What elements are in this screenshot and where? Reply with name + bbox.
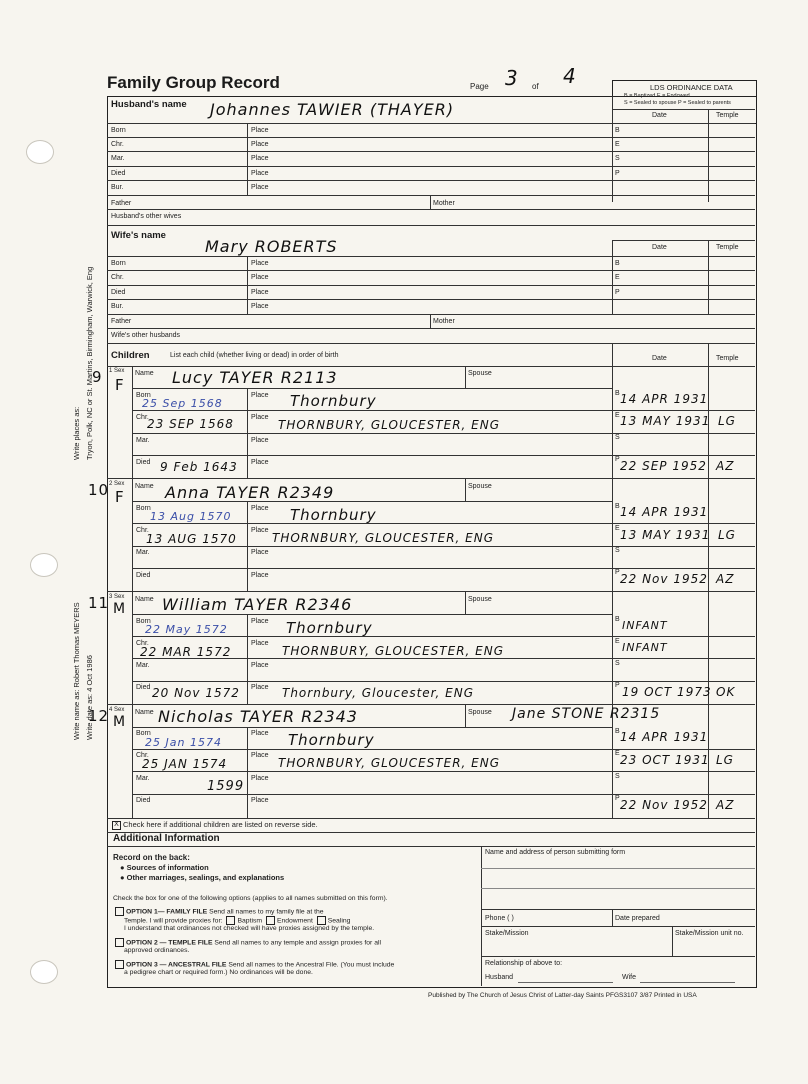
punch-hole bbox=[26, 140, 54, 164]
option-2-title: OPTION 2 — TEMPLE FILE bbox=[126, 939, 213, 947]
h-p-label: P bbox=[615, 170, 620, 177]
spouse-label: Spouse bbox=[468, 709, 492, 716]
child-sex: F bbox=[115, 488, 125, 506]
place-label: Place bbox=[251, 392, 269, 399]
child-sex: M bbox=[113, 601, 127, 617]
page-number: 3 bbox=[505, 66, 519, 90]
options-instructions: Check the box for one of the following options (applies to all names submitted on this form). bbox=[113, 895, 388, 902]
p-label: P bbox=[615, 456, 620, 463]
child-sealed-parents: 22 SEP 1952 bbox=[620, 459, 707, 473]
temple-col-label: Temple bbox=[716, 112, 739, 119]
option-1-text: Send all names to my family file at the bbox=[209, 908, 324, 916]
w-born-label: Born bbox=[111, 260, 126, 267]
place-label: Place bbox=[251, 527, 269, 534]
h-place-label: Place bbox=[251, 141, 269, 148]
name-label: Name bbox=[135, 370, 154, 377]
h-place-label: Place bbox=[251, 170, 269, 177]
child-died-place: Thornbury, Gloucester, ENG bbox=[282, 686, 474, 700]
option-1[interactable] bbox=[113, 907, 324, 916]
h-place-label: Place bbox=[251, 184, 269, 191]
punch-hole bbox=[30, 553, 58, 577]
p-label: P bbox=[615, 569, 620, 576]
child-baptized: 14 APR 1931 bbox=[620, 730, 709, 744]
w-place-label: Place bbox=[251, 260, 269, 267]
child-chr-place: THORNBURY, GLOUCESTER, ENG bbox=[272, 531, 495, 545]
name-label: Name bbox=[135, 709, 154, 716]
child-endowed: 13 MAY 1931 bbox=[620, 528, 711, 542]
option-1-checkbox[interactable] bbox=[115, 907, 124, 916]
born-label: Born bbox=[136, 618, 151, 625]
w-place-label: Place bbox=[251, 303, 269, 310]
s-label: S bbox=[615, 773, 620, 780]
spouse-label: Spouse bbox=[468, 483, 492, 490]
s-label: S bbox=[615, 434, 620, 441]
endowment-checkbox[interactable] bbox=[266, 916, 275, 925]
child-number: 2 bbox=[109, 481, 113, 487]
mar-label: Mar. bbox=[136, 437, 150, 444]
b-label: B bbox=[615, 616, 620, 623]
child-chr-place: THORNBURY, GLOUCESTER, ENG bbox=[282, 644, 505, 658]
name-label: Name bbox=[135, 596, 154, 603]
additional-children-check[interactable] bbox=[110, 820, 318, 830]
sex-label: Sex bbox=[114, 481, 125, 487]
check-note: Check here if additional children are listed on reverse side. bbox=[123, 820, 318, 829]
s-label: S bbox=[615, 547, 620, 554]
child-endowed: 13 MAY 1931 bbox=[620, 414, 711, 428]
option-1-line3: I understand that ordinances not checked will have proxies assigned by the temple. bbox=[124, 925, 375, 932]
child-sealed-parents: 19 OCT 1973 bbox=[622, 685, 712, 699]
write-name-note: Write name as: Robert Thomas MEYERS bbox=[72, 602, 81, 740]
h-s-label: S bbox=[615, 155, 620, 162]
place-label: Place bbox=[251, 775, 269, 782]
place-label: Place bbox=[251, 549, 269, 556]
stake-unit-field[interactable]: Stake/Mission unit no. bbox=[675, 930, 744, 937]
child-chr-place: THORNBURY, GLOUCESTER, ENG bbox=[278, 756, 501, 770]
child-sealed-parents: 22 Nov 1952 bbox=[620, 798, 708, 812]
place-label: Place bbox=[251, 437, 269, 444]
child-endowed-temple: LG bbox=[718, 414, 736, 428]
relationship-husband-field[interactable]: Husband bbox=[485, 974, 514, 981]
w-father-label: Father bbox=[111, 318, 132, 325]
child-born-place: Thornbury bbox=[290, 506, 377, 524]
e-label: E bbox=[615, 638, 620, 645]
child-margin-number: 10 bbox=[88, 481, 110, 499]
h-father-label: Father bbox=[111, 200, 132, 207]
chr-label: Chr. bbox=[136, 527, 149, 534]
check-mark: X bbox=[114, 820, 119, 828]
child-born: 13 Aug 1570 bbox=[150, 510, 232, 523]
child-born-place: Thornbury bbox=[286, 619, 373, 637]
died-label: Died bbox=[136, 797, 151, 804]
w-e-label: E bbox=[615, 274, 620, 281]
spouse-label: Spouse bbox=[468, 370, 492, 377]
child-endowed: 23 OCT 1931 bbox=[620, 753, 710, 767]
child-sealed-temple: AZ bbox=[716, 459, 735, 473]
stake-mission-field[interactable]: Stake/Mission bbox=[485, 930, 529, 937]
husbands-name-label: Husband's name bbox=[111, 99, 187, 110]
w-date-col-label: Date bbox=[652, 244, 667, 251]
died-label: Died bbox=[136, 459, 151, 466]
born-label: Born bbox=[136, 730, 151, 737]
b-label: B bbox=[615, 728, 620, 735]
child-name: Lucy TAYER R2113 bbox=[172, 368, 338, 387]
child-mar: 1599 bbox=[207, 779, 245, 794]
option-1-title: OPTION 1— FAMILY FILE bbox=[126, 908, 208, 916]
child-name: William TAYER R2346 bbox=[162, 595, 353, 614]
h-died-label: Died bbox=[111, 170, 126, 177]
b-label: B bbox=[615, 390, 620, 397]
option-3-text: Send all names to the Ancestral File. (You must include bbox=[228, 961, 395, 969]
bullet-sources: ● Sources of information bbox=[120, 863, 209, 872]
child-endowed-temple: LG bbox=[716, 753, 734, 767]
write-date-note: Write date as: 4 Oct 1986 bbox=[85, 655, 94, 740]
died-label: Died bbox=[136, 684, 151, 691]
lds-legend-1: B = Baptized E = Endowed bbox=[624, 93, 690, 99]
child-chr-place: THORNBURY, GLOUCESTER, ENG bbox=[278, 418, 501, 432]
write-places-label: Write places as: bbox=[72, 406, 81, 460]
page-total: 4 bbox=[563, 64, 577, 88]
punch-hole bbox=[30, 960, 58, 984]
children-label: Children bbox=[111, 350, 150, 361]
place-label: Place bbox=[251, 684, 269, 691]
page-label: Page bbox=[470, 82, 489, 91]
child-died: 9 Feb 1643 bbox=[160, 460, 238, 474]
child-chr: 23 SEP 1568 bbox=[147, 417, 234, 431]
form-title: Family Group Record bbox=[107, 73, 280, 92]
option-3-checkbox[interactable] bbox=[115, 960, 124, 969]
w-p-label: P bbox=[615, 289, 620, 296]
sex-label: Sex bbox=[114, 707, 125, 713]
h-mother-label: Mother bbox=[433, 200, 455, 207]
h-place-label: Place bbox=[251, 127, 269, 134]
born-label: Born bbox=[136, 505, 151, 512]
w-temple-col-label: Temple bbox=[716, 244, 739, 251]
sealing-label: Sealing bbox=[327, 917, 351, 925]
relationship-wife-field[interactable]: Wife bbox=[622, 974, 636, 981]
w-died-label: Died bbox=[111, 289, 126, 296]
b-label: B bbox=[615, 503, 620, 510]
child-baptized: 14 APR 1931 bbox=[620, 392, 709, 406]
e-label: E bbox=[615, 750, 620, 757]
child-number: 3 bbox=[109, 594, 113, 600]
mar-label: Mar. bbox=[136, 662, 150, 669]
child-margin-number: 11 bbox=[88, 594, 110, 612]
child-sex: F bbox=[115, 376, 125, 394]
additional-info-heading: Additional Information bbox=[113, 833, 220, 844]
of-label: of bbox=[532, 82, 539, 91]
child-spouse: Jane STONE R2315 bbox=[512, 706, 661, 722]
child-number: 4 bbox=[109, 707, 113, 713]
relationship-label: Relationship of above to: bbox=[485, 960, 563, 967]
place-label: Place bbox=[251, 662, 269, 669]
child-sealed-temple: AZ bbox=[716, 572, 735, 586]
date-col-label: Date bbox=[652, 112, 667, 119]
w-chr-label: Chr. bbox=[111, 274, 124, 281]
place-label: Place bbox=[251, 797, 269, 804]
children-note: List each child (whether living or dead) in order of birth bbox=[170, 352, 339, 359]
chr-label: Chr. bbox=[136, 640, 149, 647]
option-1-proxies bbox=[124, 916, 350, 925]
child-sex: M bbox=[113, 714, 127, 730]
child-margin-number: 12 bbox=[88, 707, 110, 725]
child-chr: 22 MAR 1572 bbox=[140, 645, 232, 659]
child-name: Nicholas TAYER R2343 bbox=[158, 707, 358, 726]
place-label: Place bbox=[251, 572, 269, 579]
h-place-label: Place bbox=[251, 155, 269, 162]
wife-name: Mary ROBERTS bbox=[205, 237, 338, 256]
s-label: S bbox=[615, 660, 620, 667]
p-label: P bbox=[615, 795, 620, 802]
child-margin-number: 9 bbox=[92, 368, 103, 386]
child-born-place: Thornbury bbox=[288, 731, 375, 749]
child-endowed-temple: LG bbox=[718, 528, 736, 542]
mar-label: Mar. bbox=[136, 549, 150, 556]
w-mother-label: Mother bbox=[433, 318, 455, 325]
child-sealed-parents: 22 Nov 1952 bbox=[620, 572, 708, 586]
bullet-other-text: Other marriages, sealings, and explanations bbox=[126, 873, 285, 882]
option-2[interactable] bbox=[113, 938, 381, 947]
e-label: E bbox=[615, 525, 620, 532]
places-example: Tryon, Polk, NC or St. Martins, Birmingham, Warwick, Eng bbox=[85, 266, 94, 460]
submitter-label: Name and address of person submitting form bbox=[485, 849, 626, 856]
child-born: 25 Sep 1568 bbox=[142, 397, 223, 410]
bullet-sources-text: Sources of information bbox=[126, 863, 209, 872]
husbands-other-wives-label: Husband's other wives bbox=[111, 213, 182, 220]
c-date-col-label: Date bbox=[652, 355, 667, 362]
place-label: Place bbox=[251, 752, 269, 759]
c-temple-col-label: Temple bbox=[716, 355, 739, 362]
baptism-label: Baptism bbox=[237, 917, 263, 925]
baptism-checkbox[interactable] bbox=[226, 916, 235, 925]
date-prepared-field[interactable]: Date prepared bbox=[615, 915, 660, 922]
place-label: Place bbox=[251, 459, 269, 466]
publisher-note: Published by The Church of Jesus Christ of Latter-day Saints PFGS3107 3/87 Printed in USA bbox=[428, 992, 697, 999]
bullet-other: ● Other marriages, sealings, and explanations bbox=[120, 873, 285, 882]
option-2-text: Send all names to any temple and assign proxies for all bbox=[214, 939, 381, 947]
child-name: Anna TAYER R2349 bbox=[165, 483, 335, 502]
child-number: 1 bbox=[109, 368, 113, 374]
h-e-label: E bbox=[615, 141, 620, 148]
child-born: 25 Jan 1574 bbox=[145, 736, 222, 749]
lds-title: LDS ORDINANCE DATA bbox=[650, 83, 733, 92]
option-3-line2: a pedigree chart or required form.) No ordinances will be done. bbox=[124, 969, 313, 976]
wifes-name-label: Wife's name bbox=[111, 230, 166, 241]
w-b-label: B bbox=[615, 260, 620, 267]
h-born-label: Born bbox=[111, 127, 126, 134]
w-bur-label: Bur. bbox=[111, 303, 124, 310]
option-3[interactable] bbox=[113, 960, 394, 969]
name-label: Name bbox=[135, 483, 154, 490]
e-label: E bbox=[615, 412, 620, 419]
sex-label: Sex bbox=[114, 368, 125, 374]
option-2-checkbox[interactable] bbox=[115, 938, 124, 947]
child-born: 22 May 1572 bbox=[145, 623, 228, 636]
w-place-label: Place bbox=[251, 274, 269, 281]
place-label: Place bbox=[251, 414, 269, 421]
mar-label: Mar. bbox=[136, 775, 150, 782]
child-sealed-temple: AZ bbox=[716, 798, 735, 812]
sealing-checkbox[interactable] bbox=[317, 916, 326, 925]
child-chr: 13 AUG 1570 bbox=[146, 532, 237, 546]
endowment-label: Endowment bbox=[276, 917, 313, 925]
spouse-label: Spouse bbox=[468, 596, 492, 603]
child-sealed-temple: OK bbox=[716, 685, 736, 699]
chr-label: Chr. bbox=[136, 752, 149, 759]
place-label: Place bbox=[251, 730, 269, 737]
place-label: Place bbox=[251, 640, 269, 647]
child-died: 20 Nov 1572 bbox=[152, 686, 240, 700]
sex-label: Sex bbox=[114, 594, 125, 600]
child-born-place: Thornbury bbox=[290, 392, 377, 410]
h-b-label: B bbox=[615, 127, 620, 134]
child-endowed: INFANT bbox=[622, 641, 668, 654]
h-chr-label: Chr. bbox=[111, 141, 124, 148]
child-baptized: 14 APR 1931 bbox=[620, 505, 709, 519]
place-label: Place bbox=[251, 618, 269, 625]
h-mar-label: Mar. bbox=[111, 155, 125, 162]
p-label: P bbox=[615, 682, 620, 689]
additional-children-checkbox[interactable] bbox=[112, 821, 121, 830]
option-1-line2: Temple. I will provide proxies for: bbox=[124, 917, 223, 925]
died-label: Died bbox=[136, 572, 151, 579]
wifes-other-husbands-label: Wife's other husbands bbox=[111, 332, 181, 339]
chr-label: Chr. bbox=[136, 414, 149, 421]
h-bur-label: Bur. bbox=[111, 184, 124, 191]
place-label: Place bbox=[251, 505, 269, 512]
record-back-label: Record on the back: bbox=[113, 853, 190, 862]
husband-name: Johannes TAWIER (THAYER) bbox=[210, 100, 455, 119]
born-label: Born bbox=[136, 392, 151, 399]
child-chr: 25 JAN 1574 bbox=[142, 757, 228, 771]
phone-field[interactable]: Phone ( ) bbox=[485, 915, 514, 922]
w-place-label: Place bbox=[251, 289, 269, 296]
child-baptized: INFANT bbox=[622, 619, 668, 632]
lds-legend-2: S = Sealed to spouse P = Sealed to parents bbox=[624, 100, 731, 106]
option-3-title: OPTION 3 — ANCESTRAL FILE bbox=[126, 961, 227, 969]
option-2-line2: approved ordinances. bbox=[124, 947, 190, 954]
